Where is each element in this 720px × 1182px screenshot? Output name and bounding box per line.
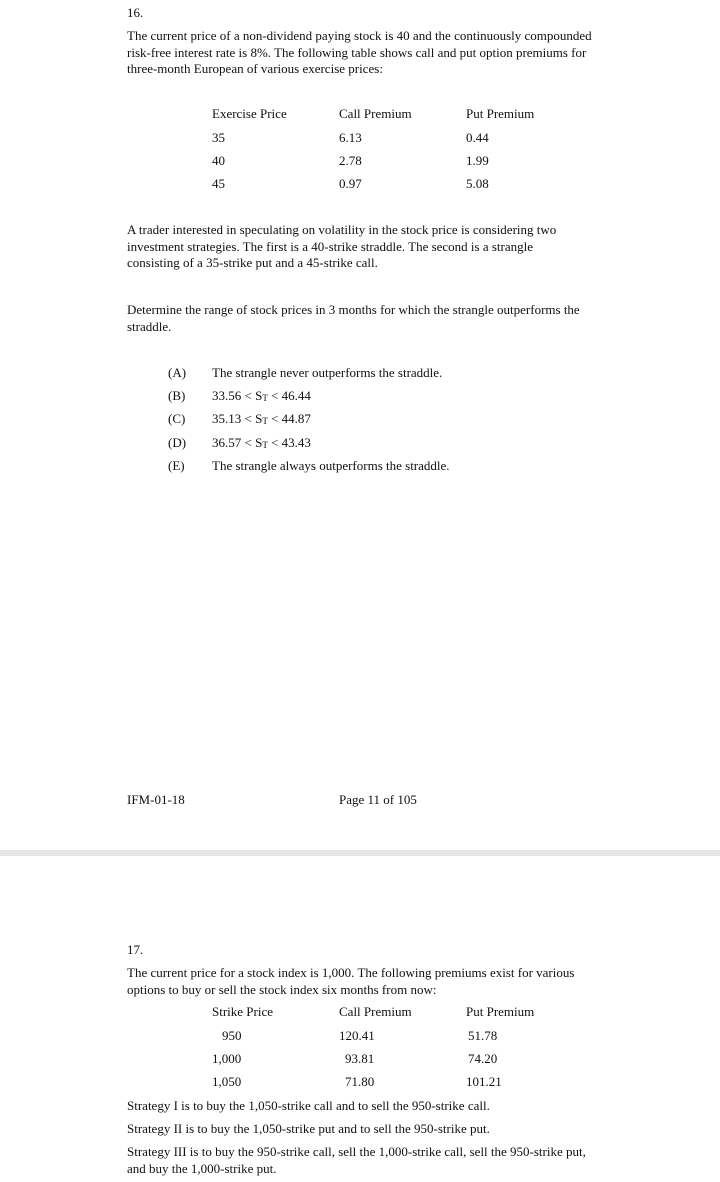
- question-number: 16.: [127, 5, 144, 20]
- intro-line: three-month European of various exercise prices:: [127, 61, 383, 76]
- question-number: 17.: [127, 942, 144, 957]
- intro-line: The current price of a non-dividend paying stock is 40 and the continuously compounded: [127, 28, 592, 43]
- column-header: Call Premium: [339, 1004, 412, 1019]
- strategy-3-line: Strategy III is to buy the 950-strike call, sell the 1,000-strike call, sell the 950-strike put,: [127, 1144, 586, 1159]
- page-12: [0, 856, 720, 1182]
- column-header: Exercise Price: [212, 106, 287, 121]
- strategy-1: Strategy I is to buy the 1,050-strike call and to sell the 950-strike call.: [127, 1098, 490, 1113]
- table-cell: 120.41: [339, 1028, 375, 1043]
- scenario-paragraph: [127, 222, 637, 272]
- table-cell: 2.78: [339, 153, 362, 168]
- scenario-line: consisting of a 35-strike put and a 45-strike call.: [127, 255, 378, 270]
- option-text: 36.57 < ST < 43.43: [212, 435, 311, 450]
- option-text: 35.13 < ST < 44.87: [212, 411, 311, 426]
- table-cell: 0.44: [466, 130, 489, 145]
- option-letter: (E): [168, 458, 185, 473]
- intro-line: risk-free interest rate is 8%. The following table shows call and put option premiums for: [127, 44, 587, 60]
- table-cell: 6.13: [339, 130, 362, 145]
- option-letter: (B): [168, 388, 186, 403]
- column-header: Strike Price: [212, 1004, 274, 1019]
- footer-doc-id: IFM-01-18: [127, 792, 185, 807]
- question-intro: [127, 965, 637, 998]
- option-letter: (D): [168, 435, 187, 450]
- scenario-line: A trader interested in speculating on volatility in the stock price is considering two: [127, 222, 557, 237]
- question-prompt: [127, 302, 637, 335]
- intro-line: options to buy or sell the stock index six months from now:: [127, 981, 437, 997]
- table-cell: 93.81: [345, 1051, 375, 1066]
- footer-page-number: Page 11 of 105: [339, 792, 417, 807]
- option-text: 33.56 < ST < 46.44: [212, 388, 311, 403]
- table-cell: 1,000: [212, 1051, 242, 1066]
- table-cell: 74.20: [468, 1051, 498, 1066]
- option-text: The strangle always outperforms the straddle.: [212, 458, 450, 473]
- column-header: Call Premium: [339, 106, 412, 121]
- table-cell: 1.99: [466, 153, 489, 168]
- option-text: The strangle never outperforms the straddle.: [212, 365, 443, 380]
- intro-line: The current price for a stock index is 1,000. The following premiums exist for various: [127, 965, 575, 980]
- table-cell: 35: [212, 130, 225, 145]
- table-cell: 0.97: [339, 176, 362, 191]
- strategy-3-line: and buy the 1,000-strike put.: [127, 1160, 277, 1176]
- strategy-2: Strategy II is to buy the 1,050-strike put and to sell the 950-strike put.: [127, 1121, 490, 1136]
- prompt-line: straddle.: [127, 318, 172, 334]
- question-intro: [127, 28, 637, 78]
- table-cell: 1,050: [212, 1074, 242, 1089]
- column-header: Put Premium: [466, 106, 535, 121]
- scenario-line: investment strategies. The first is a 40-strike straddle. The second is a strangle: [127, 238, 534, 254]
- option-letter: (A): [168, 365, 187, 380]
- prompt-line: Determine the range of stock prices in 3 months for which the strangle outperforms the: [127, 302, 580, 317]
- table-cell: 71.80: [345, 1074, 375, 1089]
- table-cell: 45: [212, 176, 225, 191]
- strategy-3: [127, 1144, 647, 1177]
- table-cell: 51.78: [468, 1028, 498, 1043]
- table-cell: 101.21: [466, 1074, 502, 1089]
- table-cell: 40: [212, 153, 225, 168]
- table-cell: 5.08: [466, 176, 489, 191]
- table-cell: 950: [222, 1028, 242, 1043]
- column-header: Put Premium: [466, 1004, 535, 1019]
- option-letter: (C): [168, 411, 186, 426]
